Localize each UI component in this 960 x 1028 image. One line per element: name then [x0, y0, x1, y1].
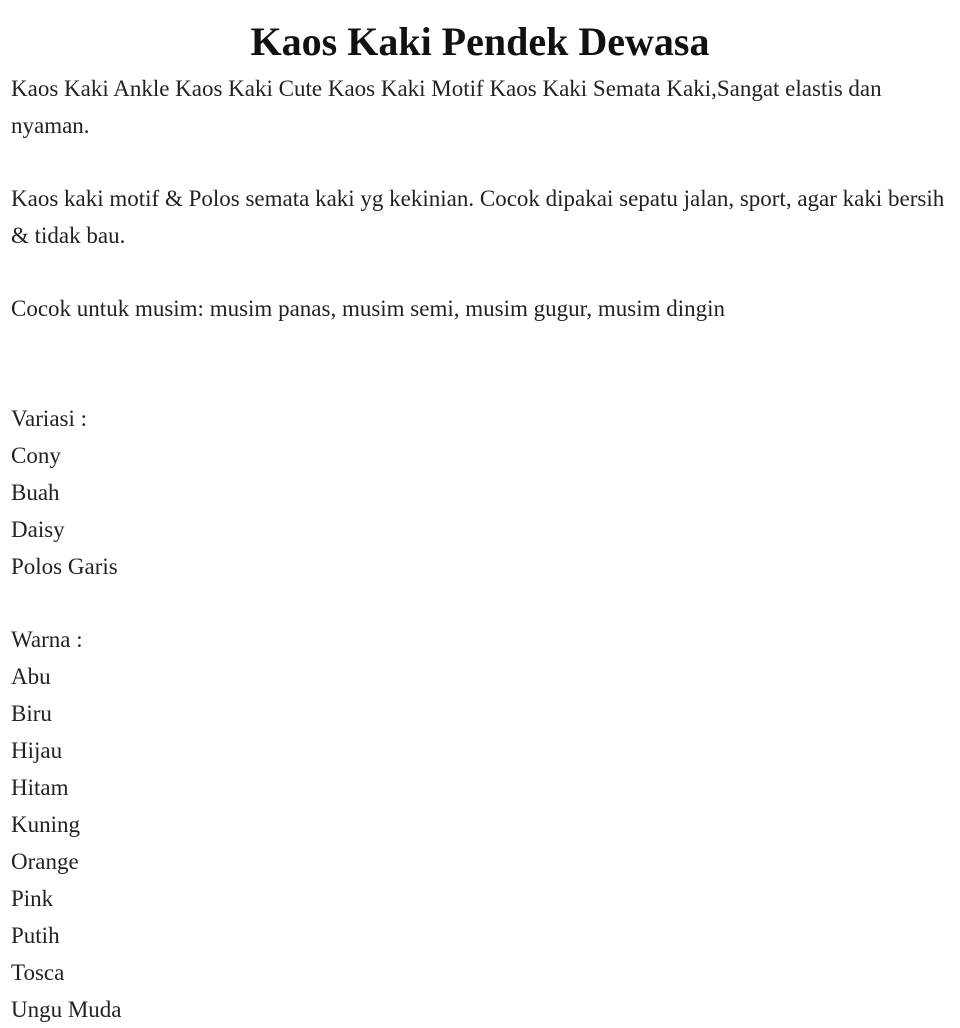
description-content [11, 70, 946, 1028]
variant-item: Polos Garis [11, 554, 118, 579]
page-title: Kaos Kaki Pendek Dewasa [250, 19, 710, 64]
color-item: Putih [11, 923, 60, 948]
variant-item: Daisy [11, 517, 65, 542]
description-paragraph-1: Kaos Kaki Ankle Kaos Kaki Cute Kaos Kaki Motif Kaos Kaki Semata Kaki,Sangat elastis dan nyaman. [11, 76, 882, 138]
spacer [11, 585, 946, 621]
color-item: Ungu Muda [11, 997, 122, 1022]
variants-label: Variasi : [11, 406, 88, 431]
colors-list [11, 658, 946, 1028]
color-item: Hijau [11, 738, 63, 763]
color-item: Pink [11, 886, 54, 911]
colors-label: Warna : [11, 627, 83, 652]
color-item: Abu [11, 664, 51, 689]
color-item: Kuning [11, 812, 80, 837]
spacer [11, 254, 946, 290]
spacer [11, 327, 946, 400]
color-item: Biru [11, 701, 52, 726]
description-paragraph-2: Kaos kaki motif & Polos semata kaki yg kekinian. Cocok dipakai sepatu jalan, sport, agar kaki bersih & tidak bau. [11, 186, 945, 248]
variant-item: Buah [11, 480, 60, 505]
variant-item: Cony [11, 443, 61, 468]
variants-list [11, 437, 946, 585]
season-text: Cocok untuk musim: musim panas, musim semi, musim gugur, musim dingin [11, 296, 726, 321]
color-item: Hitam [11, 775, 69, 800]
color-item: Orange [11, 849, 79, 874]
color-item: Tosca [11, 960, 65, 985]
spacer [11, 144, 946, 180]
